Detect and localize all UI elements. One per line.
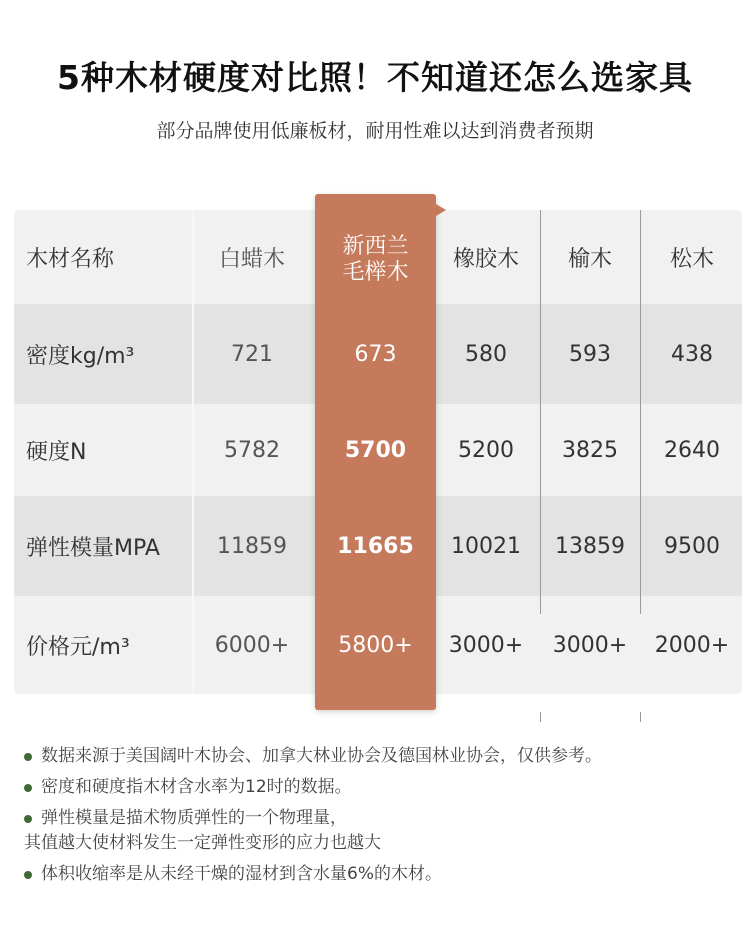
col-header-elm: 榆木 [567, 246, 612, 272]
cell-value: 13859 [555, 533, 625, 559]
cell-value: 5782 [224, 437, 280, 463]
page-title: 5种木材硬度对比照！不知道还怎么选家具 [57, 58, 693, 97]
bullet-icon [24, 753, 32, 761]
col-header-ash: 白蜡木 [218, 246, 285, 272]
col-header-pine: 松木 [669, 246, 714, 272]
header-label: 木材名称 [26, 246, 115, 272]
cell-value: 6000+ [214, 632, 290, 658]
bullet-icon [24, 871, 32, 879]
page-subtitle: 部分品牌使用低廉板材，耐用性难以达到消费者预期 [156, 120, 594, 142]
row-label-density: 密度kg/m³ [26, 343, 135, 369]
cell-value: 3000+ [448, 632, 524, 658]
cell-value: 721 [231, 341, 273, 367]
col-header-beech [315, 220, 436, 300]
tick-mark [540, 712, 541, 722]
cell-value: 2000+ [654, 632, 730, 658]
cell-value: 2640 [664, 437, 720, 463]
footnotes [24, 744, 739, 893]
footnote-text: 弹性模量是描术物质弹性的一个物理量， [41, 808, 347, 828]
footnote-text: 数据来源于美国阔叶木协会、加拿大林业协会及德国林业协会，仅供参考。 [41, 746, 602, 766]
cell-value: 5200 [458, 437, 514, 463]
col-header-beech-line2: 毛榉木 [342, 260, 409, 285]
footnote [24, 862, 739, 887]
footnote [24, 744, 739, 769]
footnote-text: 其值越大使材料发生一定弹性变形的应力也越大 [24, 833, 381, 853]
cell-value: 580 [465, 341, 507, 367]
highlight-value: 5800+ [338, 632, 413, 658]
footnote-text: 体积收缩率是从未经干燥的湿材到含水量6%的木材。 [41, 864, 442, 884]
row-label-modulus: 弹性模量MPA [26, 535, 160, 561]
cell-value: 10021 [451, 533, 521, 559]
highlight-value: 11665 [337, 533, 414, 559]
col-header-beech-line1: 新西兰 [342, 234, 409, 259]
cell-value: 593 [569, 341, 611, 367]
footnote-text: 密度和硬度指木材含水率为12时的数据。 [41, 777, 352, 797]
tick-mark [640, 712, 641, 722]
column-divider [540, 210, 541, 614]
cell-value: 11859 [217, 533, 287, 559]
cell-value: 9500 [664, 533, 720, 559]
bullet-icon [24, 815, 32, 823]
cell-value: 3000+ [552, 632, 628, 658]
row-label-hardness: 硬度N [26, 439, 87, 465]
cell-value: 3825 [562, 437, 618, 463]
row-label-price: 价格元/m³ [26, 634, 130, 660]
col-header-rubberwood: 橡胶木 [452, 246, 519, 272]
column-divider [640, 210, 641, 614]
footnote [24, 775, 739, 800]
footnote [24, 806, 739, 856]
highlight-value: 673 [354, 341, 397, 367]
bullet-icon [24, 784, 32, 792]
cell-value: 438 [671, 341, 713, 367]
highlight-value: 5700 [344, 437, 407, 463]
column-separator [192, 210, 194, 694]
